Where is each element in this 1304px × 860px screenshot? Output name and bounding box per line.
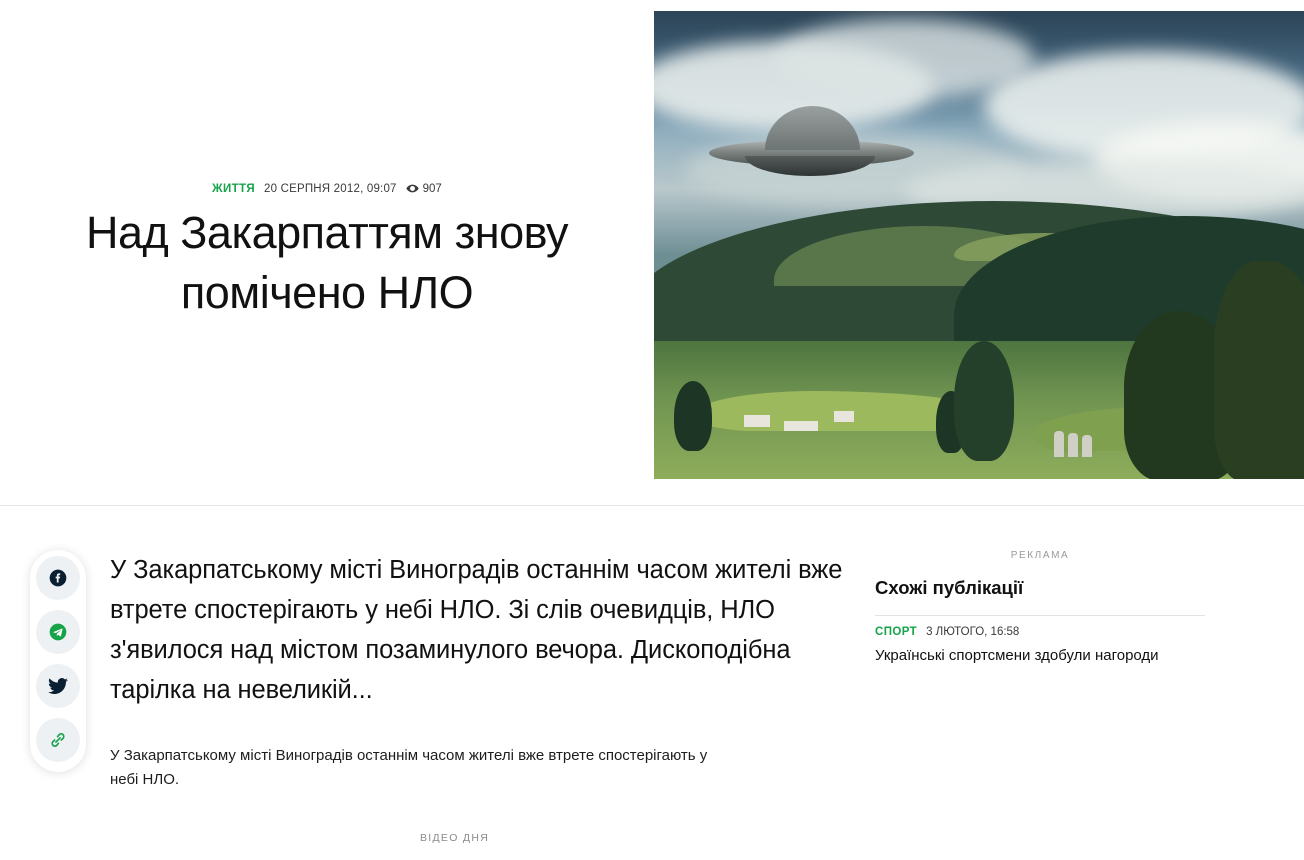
link-icon [48, 730, 68, 750]
related-posts-title: Схожі публікації [875, 577, 1024, 598]
twitter-icon [48, 677, 68, 695]
farm-building [784, 421, 818, 431]
farm-building [744, 415, 770, 427]
related-item-category[interactable]: СПОРТ [875, 626, 918, 638]
telegram-icon [48, 622, 68, 642]
article-body-column [110, 550, 850, 793]
article-category[interactable]: ЖИТТЯ [212, 182, 255, 195]
page-title: Над Закарпаттям знову помічено НЛО [85, 206, 569, 318]
tree [954, 341, 1014, 461]
ad-label: РЕКЛАМА [1010, 550, 1070, 561]
article-date: 20 СЕРПНЯ 2012, 09:07 [263, 182, 397, 195]
facebook-icon [48, 568, 68, 588]
copy-link-button[interactable] [36, 718, 80, 762]
ufo-dome [765, 106, 860, 150]
article-hero-image [654, 11, 1304, 479]
ufo-underside [745, 156, 875, 176]
article-lead: У Закарпатському місті Виноградів останнім часом жителі вже втрете спостерігають у небі НЛО. Зі слів очевидців, НЛО з'явилося над містом позаминулого вечора. Дископодібна тарілка на невеликій... [110, 556, 843, 705]
video-of-day-label: ВІДЕО ДНЯ [420, 832, 490, 844]
related-item-meta [875, 626, 1205, 638]
sidebar [875, 550, 1205, 667]
list-item[interactable] [875, 615, 1205, 667]
tree [674, 381, 712, 451]
tree-large [1214, 261, 1304, 479]
share-facebook-button[interactable] [36, 556, 80, 600]
share-rail [30, 550, 86, 772]
view-count-value: 907 [422, 182, 442, 195]
silo [1068, 433, 1078, 457]
farm-building [834, 411, 854, 422]
related-item-headline[interactable]: Українські спортсмени здобули нагороди [875, 647, 1159, 664]
article-paragraph: У Закарпатському місті Виноградів останнім часом жителі вже втрете спостерігають у небі НЛО. [110, 747, 708, 789]
ufo-object [709, 106, 914, 178]
silo [1054, 431, 1064, 457]
eye-icon [406, 184, 419, 193]
article-content [0, 506, 1304, 860]
share-twitter-button[interactable] [36, 664, 80, 708]
silo [1082, 435, 1092, 457]
share-telegram-button[interactable] [36, 610, 80, 654]
article-meta [212, 183, 442, 195]
view-count [406, 183, 442, 195]
hero-text-block [0, 0, 654, 505]
related-item-date: 3 ЛЮТОГО, 16:58 [926, 626, 1020, 638]
